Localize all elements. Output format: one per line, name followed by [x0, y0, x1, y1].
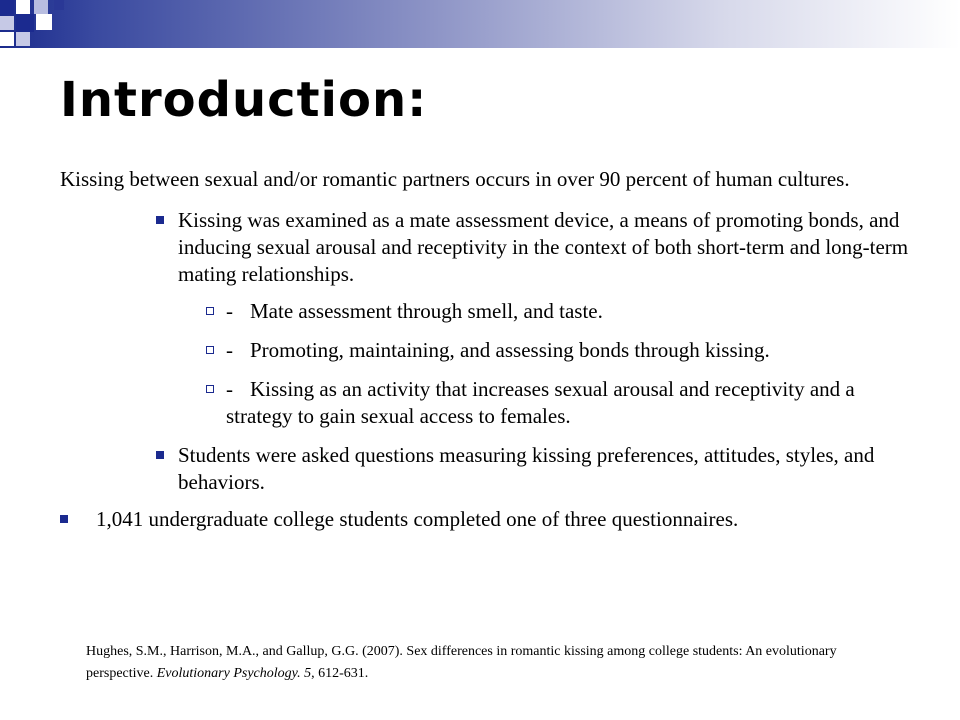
- sub-bullet-text: Mate assessment through smell, and taste.: [250, 299, 603, 323]
- dash-marker: -: [226, 377, 233, 401]
- intro-paragraph: Kissing between sexual and/or romantic partners occurs in over 90 percent of human cultures.: [60, 167, 850, 191]
- bullet-item: [60, 442, 920, 496]
- dash-marker: -: [226, 338, 233, 362]
- bullet-item: [60, 506, 920, 533]
- citation-pages: , 612-631.: [311, 666, 369, 681]
- decor-square: [16, 0, 30, 14]
- decor-square: [54, 0, 64, 10]
- square-bullet-icon: [60, 515, 68, 523]
- slide-title: Introduction:: [60, 72, 428, 128]
- citation: [86, 641, 886, 685]
- decor-square: [16, 14, 34, 32]
- sub-bullet-text: Kissing as an activity that increases sexual arousal and receptivity and a strategy to gain sexual access to females.: [226, 377, 855, 428]
- decor-square: [0, 32, 14, 46]
- decor-square: [0, 16, 14, 30]
- dash-marker: -: [226, 299, 233, 323]
- sub-bullet-text: Promoting, maintaining, and assessing bonds through kissing.: [250, 338, 770, 362]
- bullet-text: 1,041 undergraduate college students completed one of three questionnaires.: [96, 507, 739, 531]
- decor-square: [0, 0, 14, 14]
- bullet-item: [60, 207, 920, 288]
- decor-square: [16, 32, 30, 46]
- hollow-square-bullet-icon: [206, 307, 214, 315]
- hollow-square-bullet-icon: [206, 385, 214, 393]
- sub-bullet-item: [60, 337, 920, 364]
- citation-authors: Hughes, S.M., Harrison, M.A., and Gallup, G.G. (2007). Sex differences in romantic kissing among college students: An evolutionary perspective.: [86, 644, 837, 681]
- sub-bullet-item: [60, 298, 920, 325]
- bullet-text: Students were asked questions measuring kissing preferences, attitudes, styles, and behaviors.: [178, 443, 875, 494]
- square-bullet-icon: [156, 451, 164, 459]
- bullet-text: Kissing was examined as a mate assessment device, a means of promoting bonds, and inducing sexual arousal and receptivity in the context of both short-term and long-term mating relationships.: [178, 208, 909, 286]
- slide-body: [60, 166, 920, 533]
- citation-journal: Evolutionary Psychology. 5: [156, 666, 312, 681]
- sub-bullet-item: [60, 376, 920, 430]
- hollow-square-bullet-icon: [206, 346, 214, 354]
- square-bullet-icon: [156, 216, 164, 224]
- decor-square: [34, 0, 48, 14]
- decor-square: [36, 14, 52, 30]
- header-gradient-bar: [0, 0, 960, 48]
